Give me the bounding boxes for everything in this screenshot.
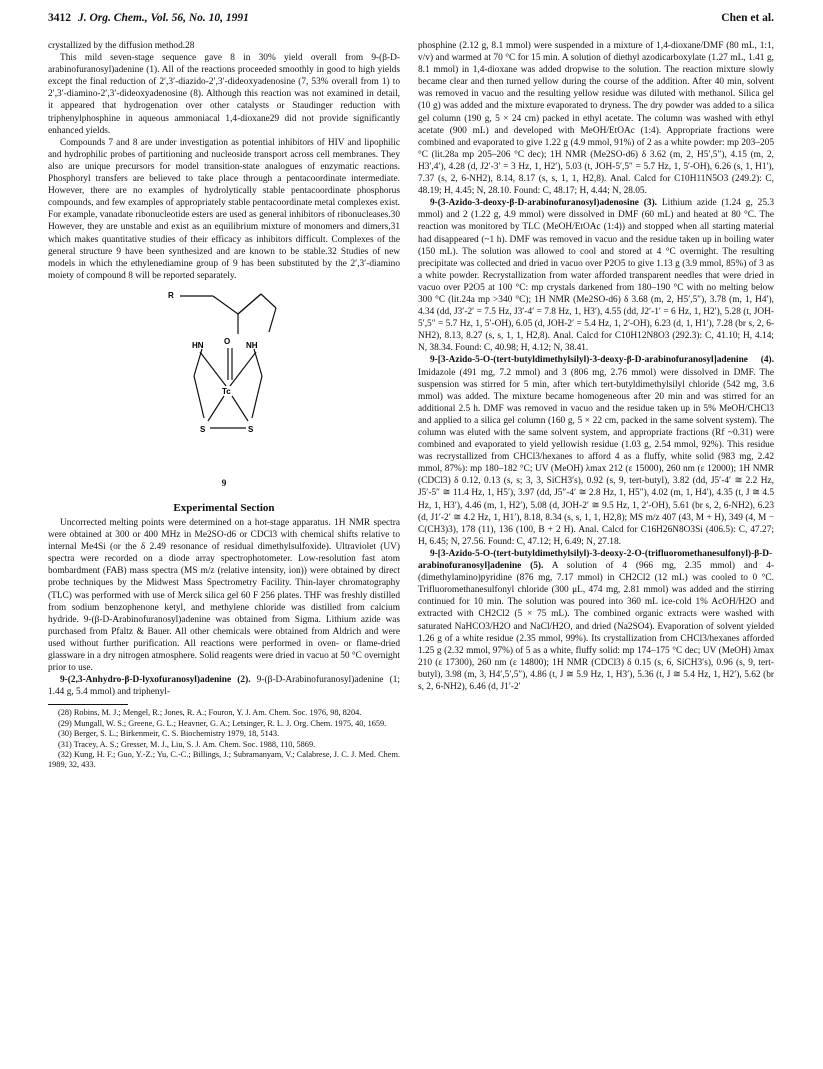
reference-item: (32) Kung, H. F.; Guo, Y.-Z.; Yu, C.-C.; Billings, J.; Subramanyam, V.; Calabrese, J. C. J. Med. Chem. 1989, 32, 433. [48, 750, 400, 770]
reference-item: (30) Berger, S. L.; Birkenmeir, C. S. Biochemistry 1979, 18, 5143. [58, 729, 280, 739]
section-title: Experimental Section [173, 501, 275, 514]
procedure-compound-3 [418, 197, 774, 354]
reference-item: (31) Tracey, A. S.; Gresser, M. J., Liu, S. J. Am. Chem. Soc. 1988, 110, 5869. [58, 739, 316, 749]
procedure-compound-2 [48, 674, 400, 698]
procedure-body: Lithium azide (1.24 g, 25.3 mmol) and 2 (1.22 g, 4.9 mmol) were dissolved in DMF (60 mL) and heated at 80 °C. The reaction was monitored by TLC (MeOH/EtOAc (1:4)) and stopped when all starting material had disappeared (~1 h). DMF was removed in vacuo and the residue taken up in boiling water (150 mL). The solution was allowed to cool and stored at 4 °C overnight. The resulting precipitate was collected and dried in vacuo over P2O5 to give 1.13 g (3.9 mmol, 85%) of 3 as a white powder. Recrystallization from water afforded transparent needles that were dried in vacuo over P2O5 at 100 °C: mp crystals darkened from 180–190 °C with no melting below 300 °C (lit.24a mp >340 °C); 1H NMR (Me2SO-d6) δ 3.68 (m, 2, H5′,5″), 3.78 (m, 1, H4′), 4.34 (dd, J3′-2′ = 7.5 Hz, J3′-4′ = 7.8 Hz, 1, H3′), 4.55 (dd, J2′-1′ = 6 Hz, 1, H2′), 5.28 (t, JOH-5′,5″ = 5.7 Hz, 1, 5′-OH), 6.05 (d, JOH-2′ = 5.4 Hz, 1, 2′-OH), 6.23 (d, 1, H1′), 7.28 (br s, 2, 6-NH2), 8.13, 8.27 (s, s, 1, 1, H2,8). Anal. Calcd for C10H12N8O3 (292.3): C, 41.10; H, 4.14; N, 38.34. Found: C, 40.98; H, 4.12; N, 38.41. [418, 198, 775, 354]
procedure-title: 9-(2,3-Anhydro-β-D-lyxofuranosyl)adenine (2). [60, 675, 251, 686]
references [48, 708, 400, 770]
procedure-compound-4 [418, 354, 774, 548]
body-paragraph: crystallized by the diffusion method.28 [48, 41, 195, 51]
procedure-title: 9-[3-Azido-5-O-(tert-butyldimethylsilyl)-3-deoxy-β-D-arabinofuranosyl]adenine (4). [430, 355, 774, 366]
procedure-title: 9-(3-Azido-3-deoxy-β-D-arabinofuranosyl)adenosine (3). [430, 198, 658, 209]
procedure-body: Imidazole (491 mg, 7.2 mmol) and 3 (806 mg, 2.76 mmol) were dissolved in DMF. The suspension was stirred for 5 min, after which tert-butyldimethylsilyl chloride (542 mg, 3.6 mmol) was added. The mixture became homogeneous after 20 min and was stirred for an additional 2.5 h. DMF was removed in vacuo and the residue taken up in 5% MeOH/CHCl3 and applied to a silica gel column (160 g, 5 × 22 cm, packed in the same solvent system). The column was eluted with the same solvent system, and appropriate fractions (Rf ~0.31) were combined and evaporated to yield yellowish residue (1.03 g, 2.54 mmol, 92%). This residue was recrystallized from CHCl3/hexanes to afford 4 as a fluffy, white solid (983 mg, 2.42 mmol, 87%): mp 180–182 °C; UV (MeOH) λmax 212 (ε 15000), 260 nm (ε 12000); 1H NMR (CDCl3) δ 0.12, 0.13 (s, s; 3, 3, SiCH3′s), 0.92 (s, 9, tert-butyl), 3.82 (dd, J5′-4′ ≅ 2.2 Hz, J5′-5″ ≅ 11.4 Hz, 1, H5′), 3.97 (dd, J5″-4′ ≅ 2.8 Hz, 1, H5″), 4.02 (m, 1, H4′), 4.35 (t, J ≅ 4.5 Hz, 1, H3′), 4.46 (m, 1, H2′), 5.08 (d, JOH-2′ ≅ 9.5 Hz, 1, 2′-OH), 5.61 (br s, 2, 6-NH2), 6.23 (d, J1′-2′ ≅ 4.2 Hz, 1, H1′), 8.18, 8.34 (s, s, 1, 1, H2,8); MS m/z 407 (43, M + H), 349 (4, M − C(CH3)3), 178 (11), 136 (100, B + 2 H). Anal. Calcd for C16H26N8O3Si (406.5): C, 47.27; H, 6.45; N, 27.56. Found: C, 47.12; H, 6.49; N, 27.18. [418, 367, 774, 547]
body-paragraph: This mild seven-stage sequence gave 8 in 30% yield overall from 9-(β-D-arabinofuranosyl)adenine (1). All of the reactions proceeded smoothly in good to high yields except the final reduction of 2′,3′-diazido-2′,3′-dideoxyadenosine (7, 53% overall from 1) to 2′,3′-diamino-2′,3′-dideoxyadenosine (8). Although this reaction was not examined in detail, it appeared that hydrogenation over other catalysts or Staudinger reduction with triphenylphosphine in aqueous ammoniacal 1,4-dioxane29 did not provide significantly enhanced yields. [48, 53, 400, 136]
reference-item: (28) Robins, M. J.; Mengel, R.; Jones, R. A.; Fouron, Y. J. Am. Chem. Soc. 1976, 98, 8204. [58, 708, 362, 718]
reference-item: (29) Mungall, W. S.; Greene, G. L.; Heavner, G. A.; Letsinger, R. L. J. Org. Chem. 1975, 40, 1659. [58, 718, 387, 728]
oxo-label: O [224, 336, 231, 346]
tc-label: Tc [222, 386, 231, 396]
body-paragraph: Compounds 7 and 8 are under investigation as potential inhibitors of HIV and lipophilic and hydrophilic probes of partitioning and nucleoside transport across cell membranes. They also are unique precursors for model transition-state analogues of enzymatic reactions. Phosphoryl transfers are believed to take place through a pentacoordinate intermediate. However, there are no examples of hydrolytically stable pentacoordinate phosphorus compounds, and few examples of appropriately stable pentacoordinate metal complexes exist. For example, vanadate ribonucleotide esters are used as general inhibitors of ribonucleases.30 However, they are unstable and exist as an equilibrium mixture of monomers and dimers,31 which makes quantitative studies of their efficacy as inhibitors difficult. Complexes of the general structure 9 have been synthesized and are known to be stable.32 Studies of new models in which the ethylenediamine group of 9 has been substituted by the 2′,3′-diamino moiety of compound 8 will be reported separately. [48, 137, 400, 281]
body-paragraph: phosphine (2.12 g, 8.1 mmol) were suspended in a mixture of 1,4-dioxane/DMF (80 mL, 1:1, v/v) and warmed at 70 °C for 15 min. A solution of diethyl azodicarboxylate (1.27 mL, 1.41 g, 8.1 mmol) in 1,4-dioxane was added dropwise to the solution. The reaction mixture slowly became clear and then turned yellow during the course of the addition. After 40 min, solvent was removed in vacuo and the resulting yellow residue was diluted with methanol. Silica gel (10 g) was added and the mixture evaporated to dryness. The dry powder was added to a silica gel column (190 g, 5 × 24 cm) packed in ethyl acetate. The column was washed with ethyl acetate (900 mL) and developed with MeOH/EtOAc (1:4). Appropriate fractions were combined and evaporated to give 1.22 g (4.9 mmol, 91%) of 2 as a white powder: mp 203–205 °C (lit.28a mp 205–206 °C dec); 1H NMR (Me2SO-d6) δ 3.62 (m, 2, H5′,5″), 4.15 (m, 2, H3′,4′), 4.28 (d, J2′-3′ = 3 Hz, 1, H2′), 5.03 (t, JOH-5′,5″ = 5.7 Hz, 1, 5′-OH), 6.26 (s, 1, H1′), 7.37 (s, 2, 6-NH2), 8.14, 8.17 (s, s, 1, 1, H2,8). Anal. Calcd for C10H11N5O3 (249.2): C, 48.19; H, 4.45; N, 28.10. Found: C, 48.17; H, 4.44; N, 28.05. [418, 41, 774, 197]
right-column [418, 40, 774, 693]
running-authors: Chen et al. [721, 12, 774, 24]
footnote-rule [48, 704, 128, 705]
running-header [48, 12, 774, 32]
r-group-label: R [168, 290, 174, 300]
nh-label: NH [246, 340, 258, 350]
page-number: 3412 [48, 12, 71, 24]
procedure-body: 9-(β-D-Arabinofuranosyl)adenine (1; 1.44 g, 5.4 mmol) and triphenyl- [48, 675, 400, 698]
sulfur-left-label: S [200, 424, 206, 434]
compound-number: 9 [221, 478, 227, 489]
experimental-paragraph: Uncorrected melting points were determined on a hot-stage apparatus. 1H NMR spectra were obtained at 300 or 400 MHz in Me2SO-d6 or CDCl3 with chemical shifts relative to internal Me4Si (or the δ 2.49 resonance of residual dimethylsulfoxide). Ultraviolet (UV) spectra were recorded on a diode array spectrophotometer. Low-resolution fast atom bombardment (FAB) mass spectra (MS m/z (relative intensity, ion)) were obtained by direct probe techniques by the Midwest Mass Spectrometry Facility. Thin-layer chromatography (TLC) was performed with use of Merck silica gel 60 F 256 plates. THF was freshly distilled from sodium benzophenone ketyl, and methylene chloride was distilled from calcium hydride. 9-(β-D-Arabinofuranosyl)adenine was obtained from Sigma. Lithium azide was purchased from Pfaltz & Bauer. All other chemicals were obtained from Aldrich and were used without further purification. All reactions were performed in oven- or flame-dried glassware in a dry nitrogen atmosphere. Solid reagents were dried in vacuo at 50 °C overnight prior to use. [48, 517, 400, 674]
procedure-compound-5 [418, 548, 774, 693]
structure-figure [48, 286, 400, 496]
journal-citation: J. Org. Chem., Vol. 56, No. 10, 1991 [78, 12, 249, 24]
complex-9-structure [158, 286, 298, 476]
hn-label: HN [192, 340, 204, 350]
sulfur-right-label: S [248, 424, 254, 434]
procedure-title: 9-[3-Azido-5-O-(tert-butyldimethylsilyl)-3-deoxy-2-O-(trifluoromethanesulfonyl)-β-D-arabinofuranosyl]adenine (5). [418, 548, 773, 572]
left-column [48, 40, 400, 771]
procedure-body: A solution of 4 (966 mg, 2.35 mmol) and 4-(dimethylamino)pyridine (876 mg, 7.17 mmol) in CH2Cl2 (12 mL) was cooled to 0 °C. Trifluoromethanesulfonyl chloride (300 μL, 474 mg, 2.81 mmol) was added and the stirring continued for 10 min. The solution was poured into 360 mL ice-cold 1% AcOH/H2O and extracted with CH2Cl2 (5 × 75 mL). The combined organic extracts were washed with saturated NaHCO3/H2O and NaCl/H2O, and dried (Na2SO4). Evaporation of solvent yielded 1.26 g of a white residue (2.35 mmol, 99%). Its crystallization from CHCl3/hexanes afforded 1.25 g (2.32 mmol, 97%) of 5 as a white, fluffy solid: mp 174–175 °C dec; UV (MeOH) λmax 210 (ε 17300), 260 nm (ε 14800); 1H NMR (CDCl3) δ 0.15 (s, 6, SiCH3′s), 0.96 (s, 9, tert-butyl), 3.98 (m, 3, H4′,5′,5″), 4.86 (t, J ≅ 5.9 Hz, 1, H3′), 5.36 (t, J ≅ 5.4 Hz, 1, H2′), 5.62 (br s, 2, 6-NH2), 6.46 (d, J1′-2′ [418, 561, 774, 692]
